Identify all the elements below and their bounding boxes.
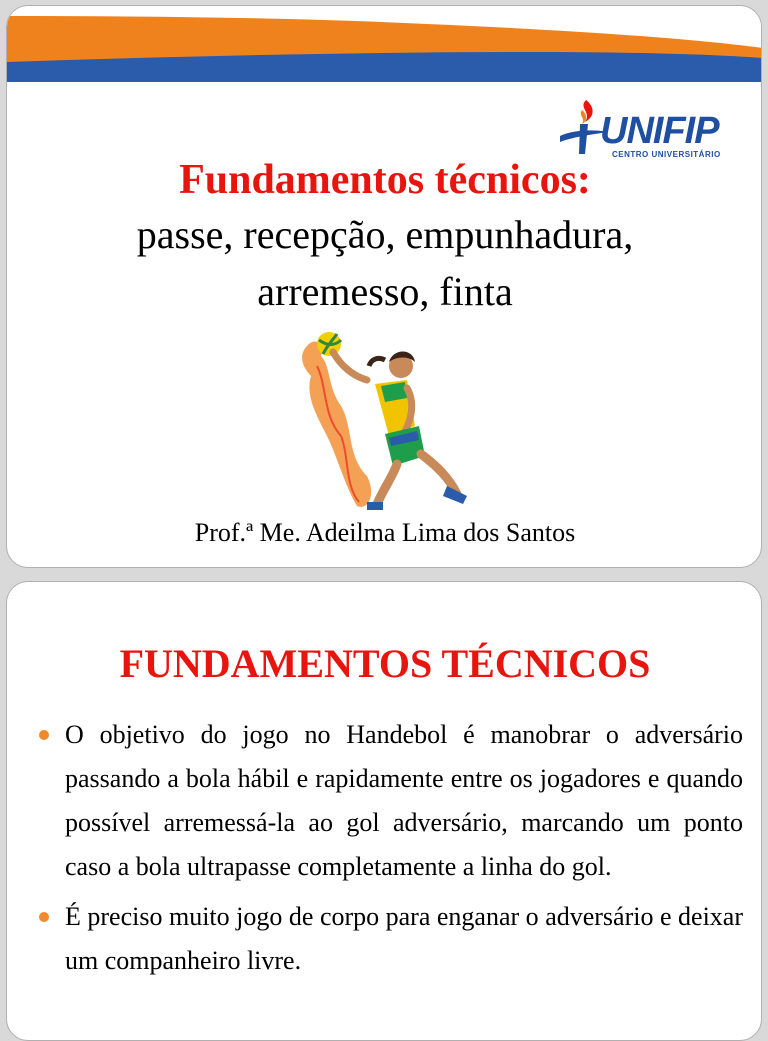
list-item xyxy=(39,895,743,983)
slide-heading: FUNDAMENTOS TÉCNICOS xyxy=(119,641,651,686)
list-item xyxy=(39,713,743,889)
title-slide xyxy=(6,5,762,568)
bullet-dot-icon xyxy=(39,730,49,740)
slide-subtitle-line-1: passe, recepção, empunhadura, xyxy=(136,212,634,257)
slide-title: Fundamentos técnicos: xyxy=(179,157,591,203)
logo-subtitle: CENTRO UNIVERSITÁRIO xyxy=(612,150,721,159)
bullet-list xyxy=(39,713,743,989)
bullet-dot-icon xyxy=(39,912,49,922)
content-slide xyxy=(6,581,762,1041)
handball-player-image xyxy=(297,326,477,516)
logo-text: UNIFIP xyxy=(600,110,719,152)
author-name: Prof.ª Me. Adeilma Lima dos Santos xyxy=(194,518,576,547)
bullet-text: O objetivo do jogo no Handebol é manobrar o adversário passando a bola hábil e rapidamente entre os jogadores e quando possível arremessá-la ao gol adversário, marcando um ponto caso a bola ultrapasse completamente a linha do gol. xyxy=(65,720,743,881)
header-stripes xyxy=(7,6,762,86)
slide-subtitle-line-2: arremesso, finta xyxy=(257,269,513,314)
bullet-text: É preciso muito jogo de corpo para enganar o adversário e deixar um companheiro livre. xyxy=(65,902,743,975)
